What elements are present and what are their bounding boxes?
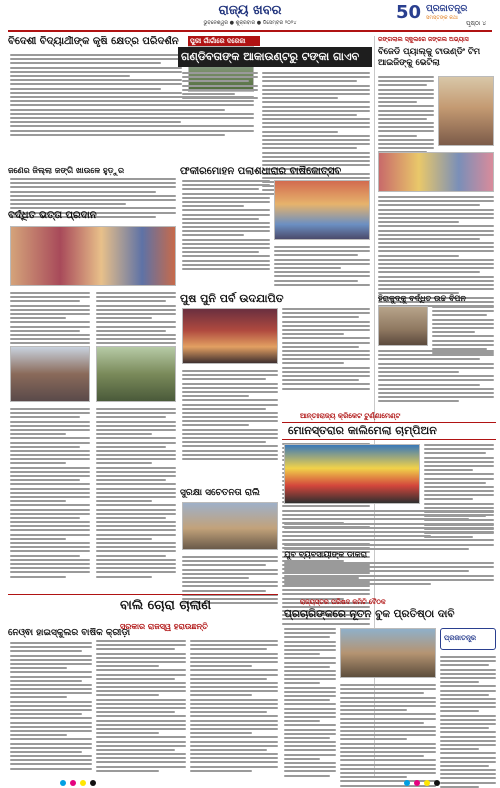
text-block xyxy=(10,54,182,96)
masthead-rule xyxy=(8,30,492,32)
section-rule xyxy=(8,594,278,595)
photo-bjd-meeting xyxy=(438,76,494,146)
photo-block-demand xyxy=(340,628,436,678)
kicker-text: ସରକାର ରାଜସ୍ୱ ହରାଉଛନ୍ତି xyxy=(120,622,208,631)
kicker-text: ଆନ୍ତଃରାଜ୍ୟ କ୍ରିକେଟ ଟୁର୍ଣ୍ଣାମେଣ୍ଟ xyxy=(300,412,401,420)
text-block xyxy=(96,408,176,580)
headline-young-business: ଯୁବ ବ୍ୟବସାୟୀଙ୍କ ଡାକରା xyxy=(284,550,367,559)
photo-bjd-delegation xyxy=(378,152,494,192)
photo-annual-fest xyxy=(274,180,370,240)
section-title: ରାଜ୍ୟ ଖବର xyxy=(218,3,282,18)
photo-allowance-group xyxy=(10,226,176,286)
photo-hirakud xyxy=(378,306,428,346)
text-block xyxy=(284,628,336,779)
text-block xyxy=(378,350,494,404)
text-block xyxy=(440,656,496,788)
headline-sand-smuggling: ବାଲି ଚୋରା ଚାଲାଣ xyxy=(120,598,212,613)
kicker-text: ରାଜ୍ୟସ୍ତର ପରିଷଦ କମିଟି ବୈଠକ xyxy=(300,598,386,606)
text-block xyxy=(10,292,90,351)
kicker-text: ପୁରୀ ଗାଁଗାଁରେ ଦରେଜା xyxy=(190,37,246,45)
headline-annual-fest: ଫକୀରମୋହନ ପଲାଶଧାରାର ବାର୍ଷିକୋତ୍ସବ xyxy=(180,166,342,177)
promo-logo: ପ୍ରଜାତନ୍ତ୍ର xyxy=(444,634,477,642)
page-label: ପୃଷ୍ଠା ୪ xyxy=(466,20,487,27)
text-block xyxy=(10,408,90,580)
headline-new-block: ପ୍ରଚାରିଙ୍କରେ ନୂତନ ବୁକ ପ୍ରତିଷ୍ଠା ଦାବି xyxy=(284,608,455,620)
logo-tagline: ସମସ୍ତଙ୍କ କଥା xyxy=(426,15,458,21)
text-block xyxy=(10,96,254,138)
text-block xyxy=(190,640,278,774)
text-block xyxy=(96,292,176,351)
headline-cricket: ମୋନସ୍ତରାର କାଲିମେଲା ଚାମ୍ପିଅନ xyxy=(288,424,437,437)
headline-school-sports: ନେଓ୍ଵା ହାଇସ୍କୁଲର ବାର୍ଷିକ କ୍ରୀଡ଼ା xyxy=(8,628,131,638)
logo-number: 50 xyxy=(396,2,422,23)
text-block xyxy=(432,306,494,356)
text-block xyxy=(274,246,370,288)
headline-money-gone: ଗଣ୍ଡିବତାଙ୍କ ଆକାଉଣ୍ଟରୁ ଟଙ୍କା ଗାଏବ xyxy=(181,50,360,63)
headline-foreign-students: ବିଦେଶୀ ବିଦ୍ୟାର୍ଥୀଙ୍କ କୃଷି କ୍ଷେତ୍ର ପରିଦର୍ଶନ xyxy=(8,36,179,47)
photo-group-left xyxy=(96,346,176,402)
text-block xyxy=(262,72,370,198)
kicker-text: ରଙ୍ଗଲାଲ ସ୍କୁଲରେ ଜଙ୍ଗଲ ଅଭ୍ୟାସ xyxy=(378,36,469,43)
headline-allowance: ବର୍ଦ୍ଧିତ ଭତ୍ତା ପ୍ରଦାନ xyxy=(8,210,97,221)
text-block xyxy=(96,640,186,774)
text-block xyxy=(182,180,270,272)
photo-ceremony xyxy=(10,346,90,402)
masthead xyxy=(0,0,500,30)
headline-pusa-punni: ପୁଷ ପୁନି ପର୍ବ ଉଦଯାପିତ xyxy=(180,292,284,305)
logo-name: ପ୍ରଜାତନ୍ତ୍ର xyxy=(426,4,468,14)
text-block xyxy=(10,642,92,772)
photo-safety-rally xyxy=(182,502,278,550)
headline-bjd: ବିଜେଡି ପ୍ୟାଲ୍‌କୁ ଟାଉଣ୍ଡିଂ ଟିମ ଆଇଜିଙ୍କୁ ଭେଟିଲା xyxy=(378,47,481,68)
headline-hirakud: ହିରାକୁଦ୍‌କୁ ବର୍ଦ୍ଧିତ ଉଚ୍ଚ ବିପନ xyxy=(378,294,466,303)
photo-cricket-team xyxy=(284,444,420,504)
text-block xyxy=(378,196,494,309)
promo-badge xyxy=(440,628,496,650)
headline-district: ଜଣେର ଜିଲ୍ଲା ଜଙ୍ଗି ଖାଉଳେ ହୁଡ଼ୁର xyxy=(8,166,125,175)
color-registration-strip xyxy=(0,778,500,788)
text-block xyxy=(182,370,278,462)
date-line: ଭୁବନେଶ୍ୱର ● ଶୁକ୍ରବାର ● ଡିସେମ୍ବର ୨୦୨୪ xyxy=(203,20,297,26)
text-block xyxy=(284,510,494,552)
photo-pusa-punni xyxy=(182,308,278,364)
headline-safety-rally: ସୁରକ୍ଷା ସଚେତନତା ରାଲି xyxy=(180,488,260,498)
text-block xyxy=(284,562,494,587)
text-block xyxy=(182,72,258,101)
text-block xyxy=(282,308,370,392)
text-block xyxy=(340,684,436,788)
